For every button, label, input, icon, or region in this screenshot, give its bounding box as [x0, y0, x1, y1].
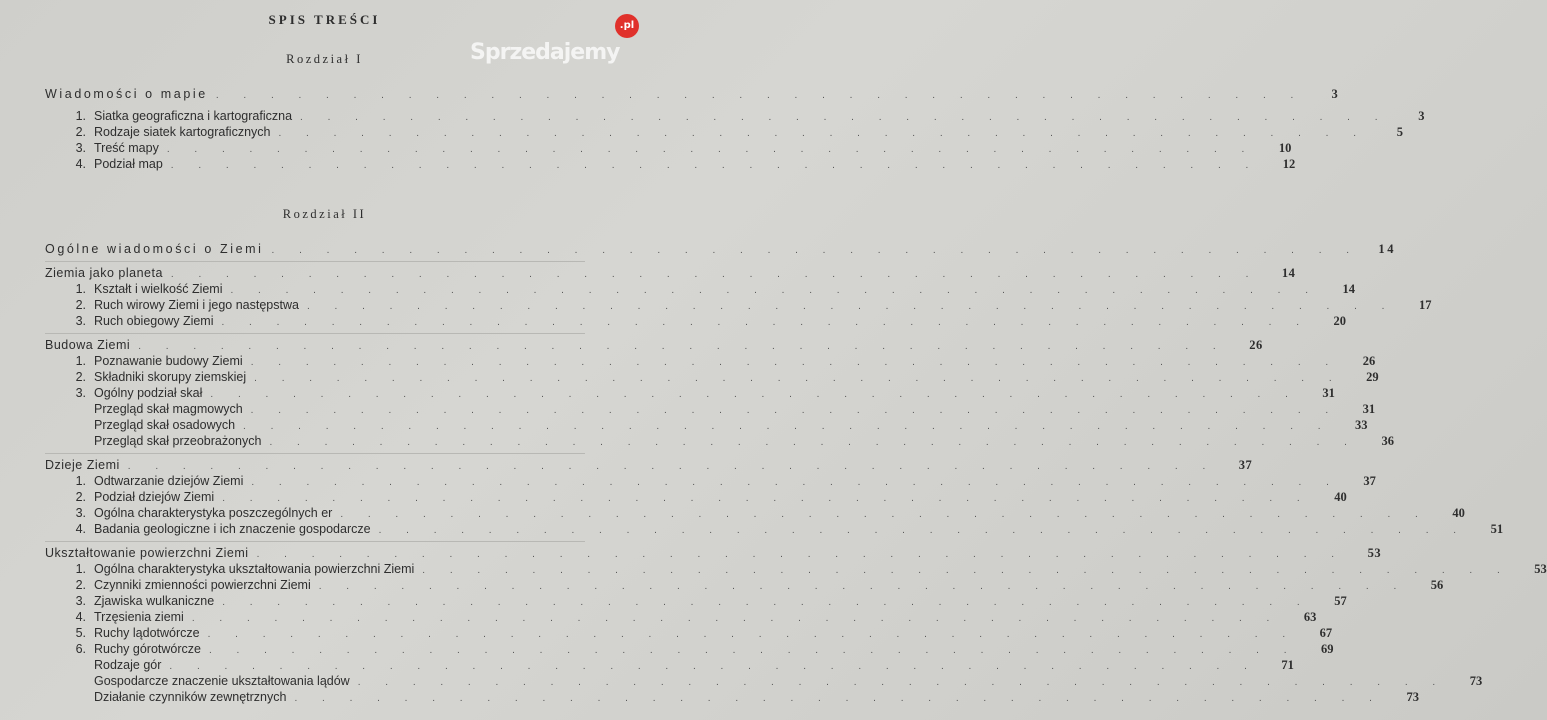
toc-section: [45, 241, 1397, 257]
toc-item: [45, 473, 1376, 489]
toc-item: [45, 353, 1376, 369]
page-number: 14: [1378, 242, 1397, 256]
item-title: Gospodarcze znaczenie ukształtowania lądów: [94, 674, 350, 688]
chapter-2-heading: Rozdział II: [282, 207, 367, 221]
dot-leader: . . . . . . . . . . . . . . . . . . . . . . . . . . . . . . . . . . . . . . . .: [300, 112, 1389, 123]
page-number: 29: [1366, 370, 1379, 384]
item-title: Działanie czynników zewnętrznych: [94, 690, 287, 704]
toc-section: [45, 261, 1432, 329]
dot-leader: . . . . . . . . . . . . . . . . . . . . . . . . . . . . . . . . . . . . . . . .: [169, 661, 1258, 672]
toc-item: [45, 281, 1355, 297]
dot-leader: . . . . . . . . . . . . . . . . . . . . . . . . . . . . . . . . . . . . . . . .: [170, 160, 1260, 171]
page-number: 69: [1321, 642, 1334, 656]
toc-item: [45, 401, 1376, 417]
dot-leader: . . . . . . . . . . . . . . . . . . . . . . . . . . . . . . . . . . . . . . . .: [209, 645, 1298, 656]
dot-leader: . . . . . . . . . . . . . . . . . . . . . . . . . . . . . . . . . . . . . . . .: [269, 437, 1358, 448]
page-number: 12: [1282, 157, 1296, 171]
toc-section-heading: [45, 457, 1253, 473]
item-number: 2.: [75, 125, 86, 139]
toc-section: [45, 541, 1547, 705]
dot-leader: . . . . . . . . . . . . . . . . . . . . . . . . . . . . . . . . . . . . . . . .: [294, 693, 1383, 704]
page-number: 17: [1418, 298, 1432, 312]
dot-leader: . . . . . . . . . . . . . . . . . . . . . . . . . . . . . . . . . . . . . . . .: [222, 493, 1311, 504]
item-number: 6.: [75, 642, 86, 656]
item-number: 1.: [75, 562, 86, 576]
toc-item: [45, 369, 1379, 385]
item-title: Przegląd skał magmowych: [94, 402, 243, 416]
item-title: Ruch obiegowy Ziemi: [94, 314, 214, 328]
dot-leader: . . . . . . . . . . . . . . . . . . . . . . . . . . . . . . . . . . . . . . . .: [250, 357, 1340, 368]
item-title: Ruch wirowy Ziemi i jego następstwa: [94, 298, 299, 312]
dot-leader: . . . . . . . . . . . . . . . . . . . . . . . . . . . . . . . . . . . . . . . .: [166, 144, 1256, 155]
page-number: 53: [1367, 546, 1382, 560]
page-title: SPIS TREŚCI: [268, 12, 381, 27]
toc-section-heading: [45, 86, 1341, 108]
page-number: 56: [1430, 578, 1444, 592]
dot-leader: . . . . . . . . . . . . . . . . . . . . . . . . . . . . . . . . . . . . . . . .: [243, 421, 1332, 432]
page-number: 73: [1469, 674, 1483, 688]
toc-item: [45, 385, 1335, 401]
item-title: Rodzaje gór: [94, 658, 162, 672]
dot-leader: . . . . . . . . . . . . . . . . . . . . . . . . . . . . . . . . . . . . . . . .: [251, 477, 1340, 488]
item-title: Odtwarzanie dziejów Ziemi: [94, 474, 244, 488]
page-number: 40: [1334, 490, 1347, 504]
dot-leader: . . . . . . . . . . . . . . . . . . . . . . . . . . . . . . . . . . . . . . . .: [191, 613, 1281, 624]
item-title: Ogólna charakterystyka ukształtowania powierzchni Ziemi: [94, 562, 415, 576]
dot-leader: . . . . . . . . . . . . . . . . . . . . . . . . . . . . . . . . . . . . . . . .: [250, 405, 1340, 416]
page-number: 5: [1396, 125, 1403, 139]
dot-leader: . . . . . . . . . . . . . . . . . . . . . . . . . . . . . . . . . . . . . . . .: [306, 301, 1396, 312]
toc-item: [45, 521, 1504, 537]
page-number: 33: [1355, 418, 1368, 432]
page-number: 14: [1281, 266, 1296, 280]
dot-leader: . . . . . . . . . . . . . . . . . . . . . . . . . . . . . . . . . . . . . . . .: [222, 597, 1311, 608]
section-title: Ogólne wiadomości o Ziemi: [45, 242, 264, 256]
page-number: 31: [1322, 386, 1335, 400]
watermark-logo: Sprzedajemy: [470, 40, 620, 65]
dot-leader: . . . . . . . . . . . . . . . . . . . . . . . . . . . . . . . . . . . . . . . .: [170, 269, 1260, 280]
item-number: 4.: [75, 522, 86, 536]
page-number: 67: [1319, 626, 1333, 640]
toc-item: [45, 593, 1347, 609]
page-number: 57: [1334, 594, 1347, 608]
toc-item: [45, 577, 1444, 593]
page-number: 63: [1303, 610, 1317, 624]
dot-leader: . . . . . . . . . . . . . . . . . . . . . . . . . . . . . . . . . . . . . . . .: [422, 565, 1511, 576]
item-number: 3.: [75, 141, 86, 155]
item-number: 1.: [75, 474, 86, 488]
item-number: 1.: [75, 282, 86, 296]
item-title: Podział map: [94, 157, 163, 171]
page-number: 3: [1418, 109, 1425, 123]
toc-item: [45, 673, 1483, 689]
toc-item: [45, 689, 1419, 705]
dot-leader: . . . . . . . . . . . . . . . . . . . . . . . . . . . . . . . . . . . . . . . .: [357, 677, 1447, 688]
toc-item: [45, 657, 1294, 673]
page-number: 20: [1333, 314, 1346, 328]
chapter-1-contents: [45, 86, 1425, 180]
section-title: Ziemia jako planeta: [45, 266, 163, 280]
toc-section-heading: [45, 241, 1397, 257]
toc-item: [45, 641, 1334, 657]
page-number: 26: [1362, 354, 1376, 368]
page-number: 51: [1490, 522, 1504, 536]
page-number: 73: [1406, 690, 1419, 704]
toc-item: [45, 297, 1432, 313]
item-number: 4.: [75, 157, 86, 171]
page-number: 10: [1278, 141, 1292, 155]
item-number: 2.: [75, 578, 86, 592]
page-number: 3: [1331, 87, 1341, 101]
page-number: 71: [1281, 658, 1294, 672]
item-number: 3.: [75, 314, 86, 328]
item-title: Ruchy lądotwórcze: [94, 626, 200, 640]
item-number: 1.: [75, 354, 86, 368]
toc-item: [45, 609, 1317, 625]
item-title: Trzęsienia ziemi: [94, 610, 184, 624]
watermark-badge: .pl: [615, 14, 639, 38]
toc-item: [45, 108, 1425, 124]
dot-leader: . . . . . . . . . . . . . . . . . . . . . . . . . . . . . . . . . . . . . . . .: [340, 509, 1429, 520]
item-number: 3.: [75, 506, 86, 520]
section-title: Dzieje Ziemi: [45, 458, 120, 472]
item-title: Treść mapy: [94, 141, 159, 155]
page-number: 26: [1249, 338, 1263, 352]
chapter-1-heading: Rozdział I: [286, 52, 363, 66]
toc-item: [45, 489, 1347, 505]
dot-leader: . . . . . . . . . . . . . . . . . . . . . . . . . . . . . . . . . . . . . . . .: [221, 317, 1310, 328]
toc-section: [45, 333, 1394, 449]
item-number: 3.: [75, 594, 86, 608]
page-number: 31: [1362, 402, 1376, 416]
page-number: 36: [1381, 434, 1394, 448]
item-number: 5.: [75, 626, 86, 640]
item-title: Rodzaje siatek kartograficznych: [94, 125, 271, 139]
toc-section-heading: [45, 337, 1263, 353]
toc-item: [45, 561, 1547, 577]
page-number: 37: [1363, 474, 1376, 488]
dot-leader: . . . . . . . . . . . . . . . . . . . . . . . . . . . . . . . . . . . . . . . .: [271, 245, 1361, 256]
item-title: Przegląd skał przeobrażonych: [94, 434, 262, 448]
item-number: 3.: [75, 386, 86, 400]
item-title: Ogólna charakterystyka poszczególnych er: [94, 506, 333, 520]
page-number: 40: [1452, 506, 1465, 520]
dot-leader: . . . . . . . . . . . . . . . . . . . . . . . . . . . . . . . . . . . . . . . .: [318, 581, 1408, 592]
item-title: Poznawanie budowy Ziemi: [94, 354, 243, 368]
toc-section-heading: [45, 265, 1296, 281]
dot-leader: . . . . . . . . . . . . . . . . . . . . . . . . . . . . . . . . . . . . . . . .: [254, 373, 1343, 384]
item-title: Siatka geograficzna i kartograficzna: [94, 109, 293, 123]
dot-leader: . . . . . . . . . . . . . . . . . . . . . . . . . . . . . . . . . . . . . . . .: [378, 525, 1468, 536]
toc-item: [45, 505, 1465, 521]
section-title: Ukształtowanie powierzchni Ziemi: [45, 546, 249, 560]
item-title: Ruchy górotwórcze: [94, 642, 201, 656]
dot-leader: . . . . . . . . . . . . . . . . . . . . . . . . . . . . . . . . . . . . . . . .: [138, 341, 1227, 352]
item-title: Badania geologiczne i ich znaczenie gospodarcze: [94, 522, 371, 536]
item-number: 2.: [75, 298, 86, 312]
dot-leader: . . . . . . . . . . . . . . . . . . . . . . . . . . . . . . . . . . . . . . . .: [230, 285, 1319, 296]
item-title: Kształt i wielkość Ziemi: [94, 282, 223, 296]
item-number: 1.: [75, 109, 86, 123]
toc-section: [45, 86, 1425, 172]
item-title: Czynniki zmienności powierzchni Ziemi: [94, 578, 311, 592]
toc-item: [45, 433, 1394, 449]
dot-leader: . . . . . . . . . . . . . . . . . . . . . . . . . . . . . . . . . . . . . . . .: [127, 461, 1217, 472]
section-title: Wiadomości o mapie: [45, 87, 208, 101]
item-title: Przegląd skał osadowych: [94, 418, 236, 432]
page-number: 14: [1342, 282, 1355, 296]
item-number: 2.: [75, 490, 86, 504]
item-title: Zjawiska wulkaniczne: [94, 594, 215, 608]
item-number: 2.: [75, 370, 86, 384]
toc-item: [45, 313, 1346, 329]
toc-section-heading: [45, 545, 1382, 561]
toc-section: [45, 453, 1504, 537]
item-title: Podział dziejów Ziemi: [94, 490, 215, 504]
page-number: 37: [1238, 458, 1253, 472]
dot-leader: . . . . . . . . . . . . . . . . . . . . . . . . . . . . . . . . . . . . . . . .: [210, 389, 1299, 400]
section-title: Budowa Ziemi: [45, 338, 131, 352]
dot-leader: . . . . . . . . . . . . . . . . . . . . . . . . . . . . . . . . . . . . . . . .: [215, 90, 1305, 101]
item-title: Składniki skorupy ziemskiej: [94, 370, 247, 384]
dot-leader: . . . . . . . . . . . . . . . . . . . . . . . . . . . . . . . . . . . . . . . .: [207, 629, 1297, 640]
toc-item: [45, 417, 1368, 433]
toc-item: [45, 625, 1333, 641]
chapter-2-contents: [45, 241, 1547, 713]
page-number: 53: [1534, 562, 1547, 576]
toc-item: [45, 140, 1292, 156]
toc-item: [45, 156, 1296, 172]
dot-leader: . . . . . . . . . . . . . . . . . . . . . . . . . . . . . . . . . . . . . . . .: [256, 549, 1346, 560]
dot-leader: . . . . . . . . . . . . . . . . . . . . . . . . . . . . . . . . . . . . . . . .: [278, 128, 1367, 139]
toc-item: [45, 124, 1403, 140]
item-title: Ogólny podział skał: [94, 386, 203, 400]
item-number: 4.: [75, 610, 86, 624]
